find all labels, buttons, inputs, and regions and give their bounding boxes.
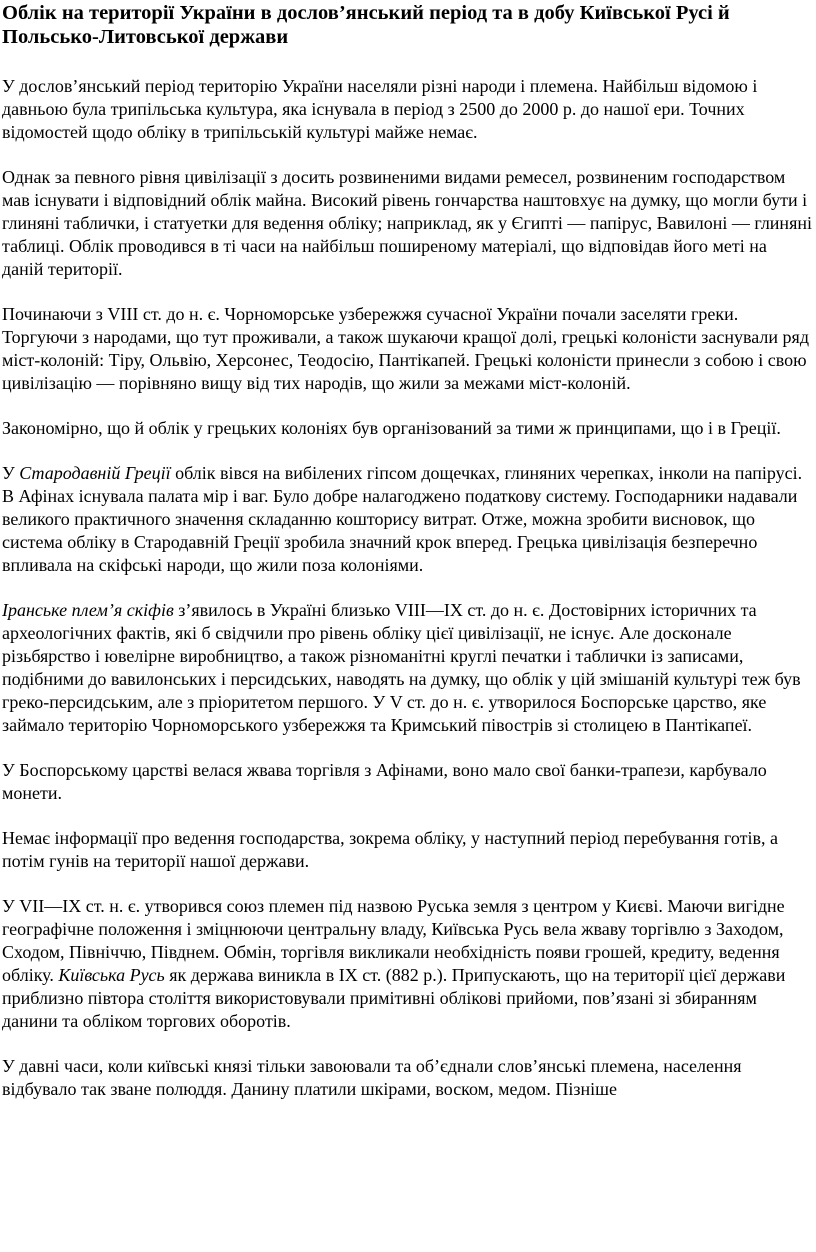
- paragraph-3: Починаючи з VIII ст. до н. є. Чорноморське узбережжя сучасної України почали заселяти греки. Торгуючи з народами, що тут проживали, а також шукаючи кращої долі, грецькі колоністи заснували ряд міст-колоній: Тіру, Ольвію, Херсонес, Теодосію, Пантікапей. Грецькі колоністи принесли з собою і свою цивілізацію — порівняно вищу від тих народів, що жили за межами міст-колоній.: [2, 304, 809, 393]
- paragraph-1: У дослов’янський період територію України населяли різні народи і племена. Найбільш відомою і давньою була трипільська культура, яка існувала в період з 2500 до 2000 р. до нашої ери. Точних відомостей щодо обліку в трипільській культурі майже немає.: [2, 76, 758, 142]
- spacer: [2, 281, 812, 303]
- paragraph-4: Закономірно, що й облік у грецьких колоніях був організований за тими ж принципами, що і в Греції.: [2, 418, 781, 438]
- spacer: [2, 1033, 812, 1055]
- spacer: [2, 49, 812, 75]
- spacer: [2, 737, 812, 759]
- paragraph-5-body: облік вівся на вибілених гіпсом дощечках, глиняних черепках, інколи на папірусі. В Афінах існувала палата мір і ваг. Було добре налагоджено податкову систему. Господарники надавали великого практичного значення складанню кошторису витрат. Отже, можна зробити висновок, що система обліку в Стародавній Греції зробила значний крок вперед. Грецька цивілізація безперечно впливала на скіфські народи, що жили поза колоніями.: [2, 463, 803, 575]
- document-page: [2, 0, 812, 1101]
- spacer: [2, 144, 812, 166]
- paragraph-5-lead: У: [2, 463, 20, 483]
- paragraph-5: [2, 462, 812, 577]
- paragraph-7: У Боспорському царстві велася жвава торгівля з Афінами, воно мало свої банки-трапези, карбувало монети.: [2, 760, 767, 803]
- paragraph-5-italic-term: Стародавній Греції: [19, 463, 171, 483]
- spacer: [2, 577, 812, 599]
- paragraph-2: Однак за певного рівня цивілізації з досить розвиненими видами ремесел, розвиненим господарством мав існувати і відповідний облік майна. Високий рівень гончарства наштовхує на думку, що могли бути і глиняні таблички, і статуетки для ведення обліку; наприклад, як у Єгипті — папірус, Вавилоні — глиняні таблиці. Облік проводився в ті часи на найбільш поширеному матеріалі, що відповідав його меті на даній території.: [2, 167, 812, 279]
- paragraph-6: [2, 599, 812, 737]
- paragraph-6-body: з’явилось в Україні близько VIII—IX ст. до н. є. Достовірних історичних та археологічних фактів, які б свідчили про рівень обліку цієї цивілізації, не існує. Але досконале різьбярство і ювелірне виробництво, а також різноманітні круглі печатки і таблички із записами, подібними до вавилонських і персидських, наводять на думку, що облік у цій змішаній культурі теж був греко-персидським, але з пріоритетом першого. У V ст. до н. є. утворилося Боспорське царство, яке займало територію Чорноморського узбережжя та Кримський півострів зі столицею в Пантікапеї.: [2, 600, 801, 735]
- paragraph-10: У давні часи, коли київські князі тільки завоювали та об’єднали слов’янські племена, населення відбувало так зване полюддя. Данину платили шкірами, воском, медом. Пізніше: [2, 1056, 742, 1099]
- paragraph-8: Немає інформації про ведення господарства, зокрема обліку, у наступний період перебування готів, а потім гунів на території нашої держави.: [2, 828, 778, 871]
- paragraph-9-italic-term: Київська Русь: [58, 965, 165, 985]
- spacer: [2, 395, 812, 417]
- spacer: [2, 440, 812, 462]
- spacer: [2, 873, 812, 895]
- paragraph-9-body: як держава виникла в IX ст. (882 р.). Припускають, що на території цієї держави приблизно півтора століття використовували примітивні облікові прийоми, пов’язані зі збиранням данини та обліком торгових оборотів.: [2, 965, 786, 1031]
- document-title: Облік на території України в дослов’янський період та в добу Київської Русі й Польсько-Литовської держави: [2, 2, 730, 48]
- paragraph-9: [2, 895, 812, 1033]
- paragraph-9-lead: У VII—IX ст. н. є. утворився союз племен під назвою Руська земля з центром у Києві. Маючи вигідне географічне положення і зміцнюючи центральну владу, Київська Русь вела жваву торгівлю з Заходом, Сходом, Північчю, Півднем. Обмін, торгівля викликали необхідність появи грошей, кредиту, ведення обліку.: [2, 896, 785, 985]
- spacer: [2, 805, 812, 827]
- paragraph-6-italic-term: Іранське плем’я скіфів: [2, 600, 174, 620]
